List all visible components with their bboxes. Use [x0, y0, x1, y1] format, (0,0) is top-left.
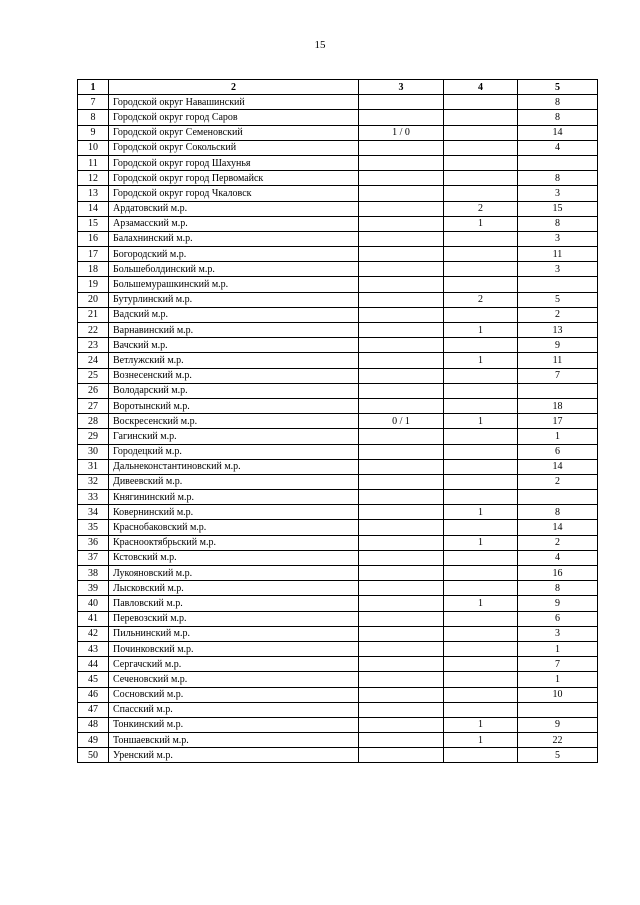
- column-5-cell: [518, 383, 598, 398]
- district-name-cell: Городской округ Семеновский: [109, 125, 359, 140]
- table-row: [78, 672, 598, 687]
- row-number-cell: 50: [78, 748, 109, 763]
- district-name-cell: Бутурлинский м.р.: [109, 292, 359, 307]
- column-5-cell: 9: [518, 717, 598, 732]
- column-3-cell: [359, 186, 444, 201]
- table-row: [78, 368, 598, 383]
- column-5-cell: 15: [518, 201, 598, 216]
- row-number-cell: 30: [78, 444, 109, 459]
- column-5-cell: 14: [518, 459, 598, 474]
- row-number-cell: 24: [78, 353, 109, 368]
- district-name-cell: Арзамасский м.р.: [109, 216, 359, 231]
- district-name-cell: Большеболдинский м.р.: [109, 262, 359, 277]
- row-number-cell: 38: [78, 566, 109, 581]
- column-5-cell: 6: [518, 611, 598, 626]
- column-4-cell: [444, 474, 518, 489]
- district-name-cell: Ардатовский м.р.: [109, 201, 359, 216]
- column-header-5: 5: [518, 80, 598, 95]
- table-row: [78, 171, 598, 186]
- column-3-cell: [359, 338, 444, 353]
- column-5-cell: 2: [518, 474, 598, 489]
- district-name-cell: Городской округ Навашинский: [109, 95, 359, 110]
- column-3-cell: [359, 247, 444, 262]
- row-number-cell: 44: [78, 657, 109, 672]
- district-name-cell: Перевозский м.р.: [109, 611, 359, 626]
- row-number-cell: 9: [78, 125, 109, 140]
- row-number-cell: 14: [78, 201, 109, 216]
- column-5-cell: 8: [518, 505, 598, 520]
- row-number-cell: 10: [78, 140, 109, 155]
- column-4-cell: [444, 566, 518, 581]
- column-4-cell: [444, 383, 518, 398]
- column-3-cell: [359, 566, 444, 581]
- column-4-cell: 1: [444, 535, 518, 550]
- column-4-cell: [444, 277, 518, 292]
- table-row: [78, 383, 598, 398]
- table-row: [78, 520, 598, 535]
- table-row: [78, 748, 598, 763]
- row-number-cell: 33: [78, 490, 109, 505]
- column-3-cell: 0 / 1: [359, 414, 444, 429]
- column-4-cell: [444, 155, 518, 170]
- column-4-cell: [444, 459, 518, 474]
- column-5-cell: [518, 702, 598, 717]
- district-name-cell: Варнавинский м.р.: [109, 323, 359, 338]
- table-row: [78, 277, 598, 292]
- column-5-cell: 13: [518, 323, 598, 338]
- row-number-cell: 42: [78, 626, 109, 641]
- district-name-cell: Вадский м.р.: [109, 307, 359, 322]
- column-5-cell: 8: [518, 110, 598, 125]
- district-name-cell: Пильнинский м.р.: [109, 626, 359, 641]
- district-name-cell: Павловский м.р.: [109, 596, 359, 611]
- district-name-cell: Балахнинский м.р.: [109, 231, 359, 246]
- column-5-cell: 9: [518, 338, 598, 353]
- column-3-cell: [359, 140, 444, 155]
- column-4-cell: 1: [444, 414, 518, 429]
- column-3-cell: [359, 398, 444, 413]
- row-number-cell: 13: [78, 186, 109, 201]
- table-row: [78, 414, 598, 429]
- column-3-cell: [359, 155, 444, 170]
- column-3-cell: [359, 95, 444, 110]
- table-row: [78, 353, 598, 368]
- column-3-cell: [359, 368, 444, 383]
- table-row: [78, 125, 598, 140]
- column-5-cell: 4: [518, 550, 598, 565]
- column-4-cell: [444, 444, 518, 459]
- column-4-cell: 1: [444, 717, 518, 732]
- column-5-cell: 2: [518, 535, 598, 550]
- column-3-cell: [359, 277, 444, 292]
- row-number-cell: 25: [78, 368, 109, 383]
- column-4-cell: 1: [444, 505, 518, 520]
- district-name-cell: Большемурашкинский м.р.: [109, 277, 359, 292]
- column-4-cell: [444, 171, 518, 186]
- row-number-cell: 23: [78, 338, 109, 353]
- row-number-cell: 17: [78, 247, 109, 262]
- column-4-cell: [444, 368, 518, 383]
- row-number-cell: 12: [78, 171, 109, 186]
- column-5-cell: 2: [518, 307, 598, 322]
- column-5-cell: 1: [518, 672, 598, 687]
- column-4-cell: [444, 657, 518, 672]
- column-3-cell: 1 / 0: [359, 125, 444, 140]
- table-row: [78, 535, 598, 550]
- column-header-1: 1: [78, 80, 109, 95]
- column-3-cell: [359, 490, 444, 505]
- row-number-cell: 41: [78, 611, 109, 626]
- column-4-cell: [444, 307, 518, 322]
- column-3-cell: [359, 581, 444, 596]
- row-number-cell: 28: [78, 414, 109, 429]
- column-5-cell: 16: [518, 566, 598, 581]
- district-name-cell: Дивеевский м.р.: [109, 474, 359, 489]
- table-row: [78, 338, 598, 353]
- row-number-cell: 37: [78, 550, 109, 565]
- table-row: [78, 505, 598, 520]
- district-name-cell: Городской округ Сокольский: [109, 140, 359, 155]
- column-4-cell: [444, 262, 518, 277]
- table-row: [78, 459, 598, 474]
- column-5-cell: [518, 155, 598, 170]
- district-name-cell: Городской округ город Чкаловск: [109, 186, 359, 201]
- district-name-cell: Починковский м.р.: [109, 641, 359, 656]
- row-number-cell: 27: [78, 398, 109, 413]
- table-row: [78, 95, 598, 110]
- column-3-cell: [359, 687, 444, 702]
- column-3-cell: [359, 474, 444, 489]
- district-name-cell: Тоншаевский м.р.: [109, 733, 359, 748]
- column-4-cell: 1: [444, 353, 518, 368]
- column-3-cell: [359, 550, 444, 565]
- row-number-cell: 20: [78, 292, 109, 307]
- column-3-cell: [359, 535, 444, 550]
- row-number-cell: 46: [78, 687, 109, 702]
- column-5-cell: 8: [518, 581, 598, 596]
- district-name-cell: Ветлужский м.р.: [109, 353, 359, 368]
- table-row: [78, 444, 598, 459]
- column-4-cell: [444, 641, 518, 656]
- column-3-cell: [359, 717, 444, 732]
- row-number-cell: 29: [78, 429, 109, 444]
- column-5-cell: 8: [518, 95, 598, 110]
- row-number-cell: 21: [78, 307, 109, 322]
- column-4-cell: [444, 231, 518, 246]
- table-row: [78, 641, 598, 656]
- column-5-cell: 14: [518, 520, 598, 535]
- column-3-cell: [359, 505, 444, 520]
- column-5-cell: 5: [518, 292, 598, 307]
- row-number-cell: 26: [78, 383, 109, 398]
- district-name-cell: Сергачский м.р.: [109, 657, 359, 672]
- district-name-cell: Городецкий м.р.: [109, 444, 359, 459]
- column-5-cell: 11: [518, 247, 598, 262]
- district-name-cell: Воскресенский м.р.: [109, 414, 359, 429]
- column-5-cell: 3: [518, 626, 598, 641]
- column-4-cell: [444, 687, 518, 702]
- column-3-cell: [359, 383, 444, 398]
- table-row: [78, 596, 598, 611]
- table-row: [78, 216, 598, 231]
- row-number-cell: 32: [78, 474, 109, 489]
- column-3-cell: [359, 216, 444, 231]
- column-5-cell: 8: [518, 171, 598, 186]
- row-number-cell: 15: [78, 216, 109, 231]
- column-5-cell: 9: [518, 596, 598, 611]
- table-body: [78, 95, 598, 763]
- table-header-row: [78, 80, 598, 95]
- row-number-cell: 39: [78, 581, 109, 596]
- column-5-cell: 11: [518, 353, 598, 368]
- table-row: [78, 110, 598, 125]
- district-name-cell: Городской округ город Шахунья: [109, 155, 359, 170]
- column-5-cell: 18: [518, 398, 598, 413]
- column-5-cell: 8: [518, 216, 598, 231]
- column-3-cell: [359, 231, 444, 246]
- district-name-cell: Сеченовский м.р.: [109, 672, 359, 687]
- column-3-cell: [359, 596, 444, 611]
- column-3-cell: [359, 171, 444, 186]
- table-row: [78, 292, 598, 307]
- column-3-cell: [359, 657, 444, 672]
- column-4-cell: [444, 140, 518, 155]
- table-row: [78, 307, 598, 322]
- district-name-cell: Лукояновский м.р.: [109, 566, 359, 581]
- column-5-cell: 3: [518, 186, 598, 201]
- column-3-cell: [359, 459, 444, 474]
- district-name-cell: Сосновский м.р.: [109, 687, 359, 702]
- table-row: [78, 201, 598, 216]
- column-4-cell: 1: [444, 733, 518, 748]
- row-number-cell: 16: [78, 231, 109, 246]
- column-3-cell: [359, 702, 444, 717]
- table-row: [78, 717, 598, 732]
- district-name-cell: Дальнеконстантиновский м.р.: [109, 459, 359, 474]
- column-5-cell: 3: [518, 231, 598, 246]
- row-number-cell: 49: [78, 733, 109, 748]
- column-header-2: 2: [109, 80, 359, 95]
- column-4-cell: 2: [444, 201, 518, 216]
- column-5-cell: 7: [518, 657, 598, 672]
- column-5-cell: 17: [518, 414, 598, 429]
- column-3-cell: [359, 733, 444, 748]
- table-row: [78, 155, 598, 170]
- column-4-cell: 1: [444, 596, 518, 611]
- column-4-cell: [444, 95, 518, 110]
- district-name-cell: Краснобаковский м.р.: [109, 520, 359, 535]
- column-3-cell: [359, 110, 444, 125]
- row-number-cell: 36: [78, 535, 109, 550]
- column-5-cell: [518, 490, 598, 505]
- column-5-cell: 1: [518, 641, 598, 656]
- column-3-cell: [359, 323, 444, 338]
- column-5-cell: [518, 277, 598, 292]
- table-row: [78, 687, 598, 702]
- column-5-cell: 14: [518, 125, 598, 140]
- district-name-cell: Воротынский м.р.: [109, 398, 359, 413]
- district-name-cell: Княгининский м.р.: [109, 490, 359, 505]
- table-row: [78, 429, 598, 444]
- row-number-cell: 45: [78, 672, 109, 687]
- column-4-cell: [444, 626, 518, 641]
- row-number-cell: 8: [78, 110, 109, 125]
- district-name-cell: Володарский м.р.: [109, 383, 359, 398]
- district-name-cell: Ковернинский м.р.: [109, 505, 359, 520]
- district-name-cell: Вознесенский м.р.: [109, 368, 359, 383]
- column-4-cell: [444, 490, 518, 505]
- table-row: [78, 657, 598, 672]
- column-3-cell: [359, 748, 444, 763]
- column-5-cell: 10: [518, 687, 598, 702]
- column-4-cell: 1: [444, 323, 518, 338]
- table-row: [78, 262, 598, 277]
- column-4-cell: [444, 581, 518, 596]
- table-row: [78, 611, 598, 626]
- column-4-cell: [444, 702, 518, 717]
- district-name-cell: Городской округ город Первомайск: [109, 171, 359, 186]
- row-number-cell: 47: [78, 702, 109, 717]
- table-row: [78, 323, 598, 338]
- column-5-cell: 6: [518, 444, 598, 459]
- table-row: [78, 490, 598, 505]
- row-number-cell: 35: [78, 520, 109, 535]
- column-4-cell: [444, 338, 518, 353]
- column-3-cell: [359, 641, 444, 656]
- table-row: [78, 247, 598, 262]
- column-3-cell: [359, 201, 444, 216]
- column-4-cell: [444, 247, 518, 262]
- table-row: [78, 474, 598, 489]
- column-4-cell: [444, 398, 518, 413]
- table-row: [78, 733, 598, 748]
- column-3-cell: [359, 307, 444, 322]
- district-name-cell: Кстовский м.р.: [109, 550, 359, 565]
- table-row: [78, 702, 598, 717]
- column-3-cell: [359, 611, 444, 626]
- column-4-cell: [444, 748, 518, 763]
- district-name-cell: Богородский м.р.: [109, 247, 359, 262]
- column-4-cell: [444, 110, 518, 125]
- column-4-cell: [444, 429, 518, 444]
- row-number-cell: 18: [78, 262, 109, 277]
- row-number-cell: 11: [78, 155, 109, 170]
- column-4-cell: [444, 550, 518, 565]
- column-3-cell: [359, 353, 444, 368]
- row-number-cell: 48: [78, 717, 109, 732]
- district-name-cell: Уренский м.р.: [109, 748, 359, 763]
- row-number-cell: 7: [78, 95, 109, 110]
- district-name-cell: Тонкинский м.р.: [109, 717, 359, 732]
- table-row: [78, 581, 598, 596]
- column-3-cell: [359, 262, 444, 277]
- column-5-cell: 4: [518, 140, 598, 155]
- column-5-cell: 3: [518, 262, 598, 277]
- page-number: 15: [314, 39, 326, 51]
- column-5-cell: 5: [518, 748, 598, 763]
- column-3-cell: [359, 520, 444, 535]
- table-row: [78, 550, 598, 565]
- district-name-cell: Краснооктябрьский м.р.: [109, 535, 359, 550]
- column-4-cell: [444, 125, 518, 140]
- column-3-cell: [359, 292, 444, 307]
- row-number-cell: 40: [78, 596, 109, 611]
- column-5-cell: 1: [518, 429, 598, 444]
- row-number-cell: 34: [78, 505, 109, 520]
- table-row: [78, 231, 598, 246]
- column-5-cell: 7: [518, 368, 598, 383]
- district-name-cell: Лысковский м.р.: [109, 581, 359, 596]
- table-row: [78, 626, 598, 641]
- column-header-4: 4: [444, 80, 518, 95]
- district-name-cell: Гагинский м.р.: [109, 429, 359, 444]
- column-3-cell: [359, 672, 444, 687]
- row-number-cell: 22: [78, 323, 109, 338]
- row-number-cell: 19: [78, 277, 109, 292]
- data-table: [77, 79, 598, 763]
- table-row: [78, 566, 598, 581]
- table-row: [78, 140, 598, 155]
- column-4-cell: [444, 520, 518, 535]
- district-name-cell: Вачский м.р.: [109, 338, 359, 353]
- column-4-cell: 1: [444, 216, 518, 231]
- column-4-cell: [444, 186, 518, 201]
- column-header-3: 3: [359, 80, 444, 95]
- column-3-cell: [359, 444, 444, 459]
- table-row: [78, 398, 598, 413]
- district-name-cell: Городской округ город Саров: [109, 110, 359, 125]
- district-name-cell: Спасский м.р.: [109, 702, 359, 717]
- column-3-cell: [359, 626, 444, 641]
- column-4-cell: [444, 611, 518, 626]
- column-3-cell: [359, 429, 444, 444]
- column-5-cell: 22: [518, 733, 598, 748]
- row-number-cell: 43: [78, 641, 109, 656]
- column-4-cell: 2: [444, 292, 518, 307]
- column-4-cell: [444, 672, 518, 687]
- table-row: [78, 186, 598, 201]
- row-number-cell: 31: [78, 459, 109, 474]
